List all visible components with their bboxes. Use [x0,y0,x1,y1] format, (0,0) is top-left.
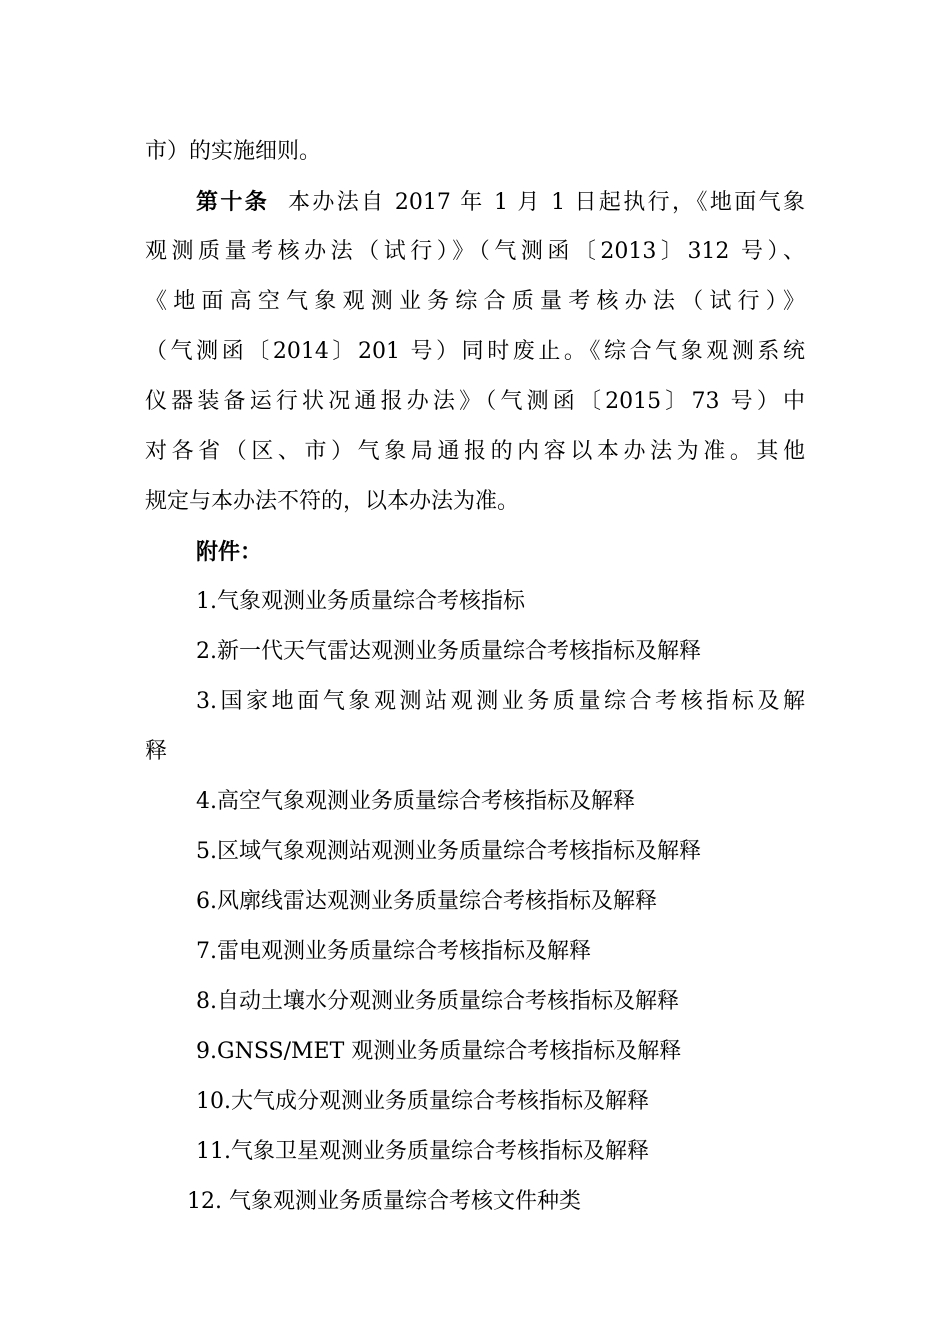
attachment-item: 8.自动土壤水分观测业务质量综合考核指标及解释 [196,989,679,1014]
attachment-item: 10.大气成分观测业务质量综合考核指标及解释 [196,1089,649,1114]
article-ten-line-3: 《地面高空气象观测业务综合质量考核办法（试行）》 [145,289,805,314]
article-ten-line-4: （气测函〔2014〕201 号）同时废止。《综合气象观测系统 [145,339,805,364]
article-ten-line-6: 对各省（区、市）气象局通报的内容以本办法为准。其他 [145,439,805,464]
paragraph-line: 市）的实施细则。 [145,139,322,164]
article-ten-line-5: 仪器装备运行状况通报办法》（气测函〔2015〕73 号）中 [145,389,805,414]
attachment-item: 11.气象卫星观测业务质量综合考核指标及解释 [196,1139,649,1164]
attachment-item-continuation: 释 [145,739,168,764]
attachment-item: 5.区域气象观测站观测业务质量综合考核指标及解释 [196,839,701,864]
article-text: 本办法自 2017 年 1 月 1 日起执行，《地面气象 [287,190,805,215]
attachments-label: 附件： [196,539,263,565]
attachment-item: 1.气象观测业务质量综合考核指标 [196,589,525,614]
article-ten-line-2: 观测质量考核办法（试行）》（气测函〔2013〕312 号）、 [145,239,805,264]
attachment-item: 4.高空气象观测业务质量综合考核指标及解释 [196,789,635,814]
attachment-item: 6.风廓线雷达观测业务质量综合考核指标及解释 [196,889,657,914]
attachment-item: 7.雷电观测业务质量综合考核指标及解释 [196,939,591,964]
attachment-item: 9.GNSS/MET 观测业务质量综合考核指标及解释 [196,1039,682,1064]
article-ten-line-7: 规定与本办法不符的，以本办法为准。 [145,489,520,514]
attachment-item: 12. 气象观测业务质量综合考核文件种类 [187,1189,581,1214]
attachment-item: 3.国家地面气象观测站观测业务质量综合考核指标及解 [196,689,805,714]
article-heading: 第十条 [196,189,270,215]
attachment-item: 2.新一代天气雷达观测业务质量综合考核指标及解释 [196,639,701,664]
article-ten-line-1 [196,187,805,218]
